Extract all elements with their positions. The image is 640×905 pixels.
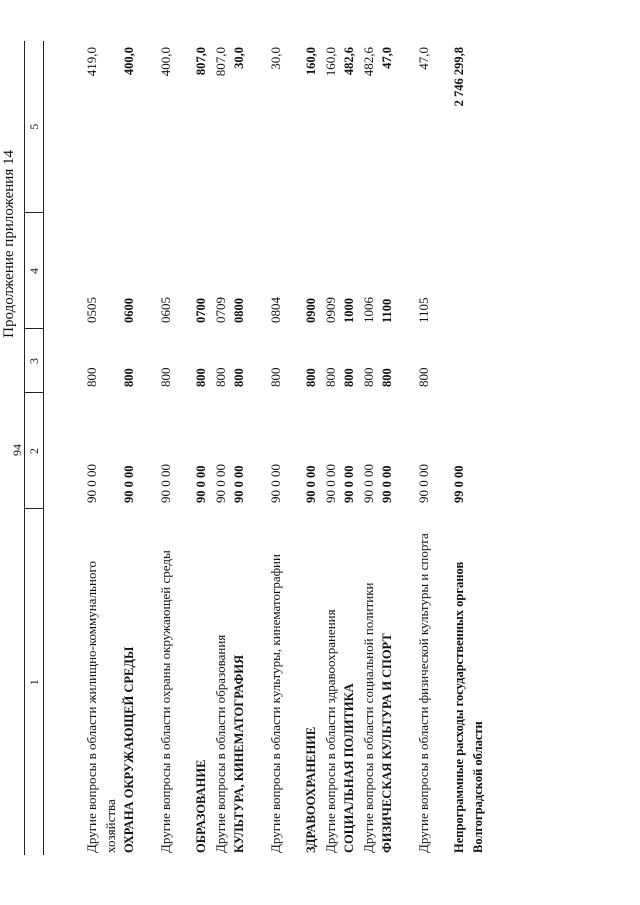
page-number: 94 (10, 444, 24, 456)
row-section-code: 0709 (213, 297, 228, 323)
row-target-code: 90 0 00 (361, 464, 376, 503)
table-row (433, 41, 488, 855)
row-expense-type (433, 329, 488, 393)
row-target-code: 90 0 00 (84, 464, 99, 503)
row-target-code: 90 0 00 (342, 465, 356, 503)
table-row (378, 41, 397, 855)
row-amount: 160,0 (304, 47, 318, 76)
row-amount: 807,0 (194, 47, 208, 76)
row-section-code: 0600 (122, 298, 136, 323)
row-target-code: 99 0 00 (452, 465, 466, 503)
table-row (340, 41, 359, 855)
row-name: Другие вопросы в области физической культуры и спорта (416, 533, 431, 853)
row-target-code: 90 0 00 (158, 464, 173, 503)
row-target-code: 90 0 00 (213, 464, 228, 503)
expenditure-table (24, 41, 488, 855)
row-target-code: 90 0 00 (323, 464, 338, 503)
row-section-code: 1100 (380, 298, 394, 323)
table-row (230, 41, 249, 855)
row-name: Другие вопросы в области образования (213, 634, 228, 853)
row-section-code: 0800 (232, 298, 246, 323)
row-name: КУЛЬТУРА, КИНЕМАТОГРАФИЯ (232, 655, 246, 853)
row-expense-type: 800 (380, 368, 394, 387)
table-row (397, 41, 433, 855)
row-section-code: 1105 (416, 297, 431, 323)
row-expense-type: 800 (158, 367, 173, 387)
column-header: 5 (25, 41, 44, 213)
row-section-code: 1000 (342, 298, 356, 323)
row-expense-type: 800 (361, 367, 376, 387)
row-amount: 482,6 (342, 47, 356, 76)
table-row (139, 41, 175, 855)
row-name: Другие вопросы в области охраны окружающей среды (158, 550, 173, 853)
row-expense-type: 800 (194, 368, 208, 387)
row-name: ЗДРАВООХРАНЕНИЕ (304, 726, 318, 853)
row-target-code: 90 0 00 (380, 465, 394, 503)
row-name: ОХРАНА ОКРУЖАЮЩЕЙ СРЕДЫ (122, 646, 136, 853)
table-row (44, 41, 121, 855)
row-amount: 419,0 (84, 47, 99, 77)
table-row (175, 41, 211, 855)
column-header: 4 (25, 213, 44, 329)
table-row (120, 41, 139, 855)
row-amount: 30,0 (232, 47, 246, 69)
row-name: Другие вопросы в области здравоохранения (323, 609, 338, 853)
row-target-code: 90 0 00 (232, 465, 246, 503)
row-section-code: 0505 (84, 297, 99, 323)
table-row (321, 41, 340, 855)
row-name: Непрограммные расходы государственных органов Волгоградской области (452, 561, 485, 853)
row-amount: 30,0 (268, 47, 283, 70)
row-expense-type: 800 (416, 367, 431, 387)
row-target-code: 90 0 00 (194, 465, 208, 503)
row-expense-type: 800 (342, 368, 356, 387)
row-amount: 400,0 (122, 47, 136, 76)
row-section-code: 1006 (361, 297, 376, 323)
row-expense-type: 800 (232, 368, 246, 387)
appendix-continuation-title: Продолжение приложения 14 (1, 150, 17, 338)
table-row (285, 41, 321, 855)
table-row (359, 41, 378, 855)
column-header: 2 (25, 393, 44, 509)
table-header-row (25, 41, 44, 855)
row-amount: 2 746 299,8 (452, 47, 466, 107)
row-section-code: 0700 (194, 298, 208, 323)
row-amount: 400,0 (158, 47, 173, 77)
row-name: ОБРАЗОВАНИЕ (194, 759, 208, 853)
row-expense-type: 800 (323, 367, 338, 387)
row-section-code (433, 213, 488, 329)
row-name: ФИЗИЧЕСКАЯ КУЛЬТУРА И СПОРТ (380, 633, 394, 853)
row-expense-type: 800 (122, 368, 136, 387)
table-row (249, 41, 285, 855)
column-header: 1 (25, 509, 44, 855)
row-section-code: 0605 (158, 297, 173, 323)
row-target-code: 90 0 00 (268, 464, 283, 503)
row-target-code: 90 0 00 (416, 464, 431, 503)
row-name: Другие вопросы в области культуры, кинематографии (268, 554, 283, 853)
row-amount: 160,0 (323, 47, 338, 77)
row-name: СОЦИАЛЬНАЯ ПОЛИТИКА (342, 683, 356, 853)
row-amount: 482,6 (361, 47, 376, 77)
row-section-code: 0909 (323, 297, 338, 323)
row-expense-type: 800 (304, 368, 318, 387)
row-name: Другие вопросы в области жилищно-коммунального хозяйства (84, 561, 118, 853)
row-expense-type: 800 (84, 367, 99, 387)
row-expense-type: 800 (213, 367, 228, 387)
table-row (211, 41, 230, 855)
row-target-code: 90 0 00 (122, 465, 136, 503)
column-header: 3 (25, 329, 44, 393)
row-section-code: 0804 (268, 297, 283, 323)
row-amount: 807,0 (213, 47, 228, 77)
row-amount: 47,0 (416, 47, 431, 70)
row-name: Другие вопросы в области социальной политики (361, 582, 376, 853)
row-target-code: 90 0 00 (304, 465, 318, 503)
row-expense-type: 800 (268, 367, 283, 387)
row-amount: 47,0 (380, 47, 394, 69)
row-section-code: 0900 (304, 298, 318, 323)
